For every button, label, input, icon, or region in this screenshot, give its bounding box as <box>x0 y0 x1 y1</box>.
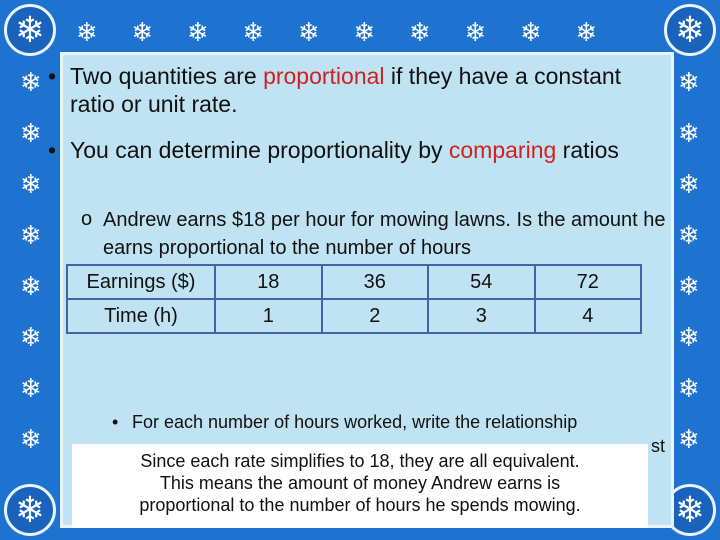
answer-callout <box>72 444 648 528</box>
table-cell: 18 <box>215 265 322 299</box>
snowflake-icon: ❄ <box>20 119 42 149</box>
snowflake-icon: ❄ <box>678 374 700 404</box>
sub-bullet-text: Andrew earns $18 per hour for mowing lawns. Is the amount he earns proportional to the number of hours <box>103 209 666 259</box>
highlight-word: comparing <box>448 137 557 163</box>
snowflake-icon: ❄ <box>664 4 716 56</box>
bullet-comparing: • You can determine proportionality by comparing ratios <box>48 137 619 163</box>
snowflake-icon: ❄ <box>464 18 487 48</box>
row-label-time: Time (h) <box>67 299 215 333</box>
snowflake-icon: ❄ <box>131 18 154 48</box>
snowflake-icon: ❄ <box>20 374 42 404</box>
snowflake-icon: ❄ <box>678 119 700 149</box>
snowflake-icon: ❄ <box>409 18 431 48</box>
bullet-text: ratios <box>556 137 619 163</box>
highlight-word: proportional <box>263 63 385 89</box>
table-cell: 54 <box>428 265 535 299</box>
table-cell: 36 <box>322 265 429 299</box>
table-row <box>67 265 641 299</box>
table-cell: 2 <box>322 299 429 333</box>
bottom-bullet-text: For each number of hours worked, write the relationship <box>132 412 578 432</box>
snowflake-icon: ❄ <box>4 4 56 56</box>
snowflake-icon: ❄ <box>20 68 42 98</box>
snowflake-icon: ❄ <box>298 18 320 48</box>
snowflake-icon: ❄ <box>664 484 716 536</box>
bullet-text: if they have a constant ratio or unit rate. <box>70 63 622 117</box>
callout-line: Since each rate simplifies to 18, they are all equivalent. <box>140 451 580 471</box>
snowflake-icon: ❄ <box>20 170 42 200</box>
table-row <box>67 299 641 333</box>
snowflake-icon: ❄ <box>187 18 209 48</box>
snowflake-icon: ❄ <box>76 18 98 48</box>
snowflake-icon: ❄ <box>678 272 700 302</box>
bullet-text: Two quantities are <box>70 63 264 89</box>
snowflake-icon: ❄ <box>20 272 42 302</box>
sub-bullet-question: o Andrew earns $18 per hour for mowing lawns. Is the amount he earns proportional to the number of hours <box>81 208 666 259</box>
table-cell: 4 <box>535 299 642 333</box>
snowflake-icon: ❄ <box>575 18 598 48</box>
snowflake-icon: ❄ <box>20 221 42 251</box>
snowflake-icon: ❄ <box>353 18 376 48</box>
bottom-bullet: • For each number of hours worked, write the relationship <box>112 412 578 432</box>
snowflake-icon: ❄ <box>678 221 700 251</box>
bullet-proportional: • Two quantities are proportional if they have a constant ratio or unit rate. <box>48 63 622 117</box>
table-cell: 1 <box>215 299 322 333</box>
table-cell: 3 <box>428 299 535 333</box>
snowflake-icon: ❄ <box>678 425 700 455</box>
table-cell: 72 <box>535 265 642 299</box>
snowflake-icon: ❄ <box>678 68 700 98</box>
snowflake-icon: ❄ <box>20 425 42 455</box>
bullet-text: You can determine proportionality by <box>70 137 449 163</box>
snowflake-icon: ❄ <box>520 18 542 48</box>
snowflake-icon: ❄ <box>678 323 700 353</box>
snowflake-icon: ❄ <box>4 484 56 536</box>
snowflake-icon: ❄ <box>242 18 265 48</box>
snowflake-icon: ❄ <box>20 323 42 353</box>
callout-line: proportional to the number of hours he spends mowing. <box>139 495 581 515</box>
callout-line: This means the amount of money Andrew earns is <box>159 473 561 493</box>
bottom-bullet-tail: st <box>651 436 666 456</box>
row-label-earnings: Earnings ($) <box>67 265 215 299</box>
snowflake-icon: ❄ <box>678 170 700 200</box>
earnings-table <box>66 264 642 334</box>
